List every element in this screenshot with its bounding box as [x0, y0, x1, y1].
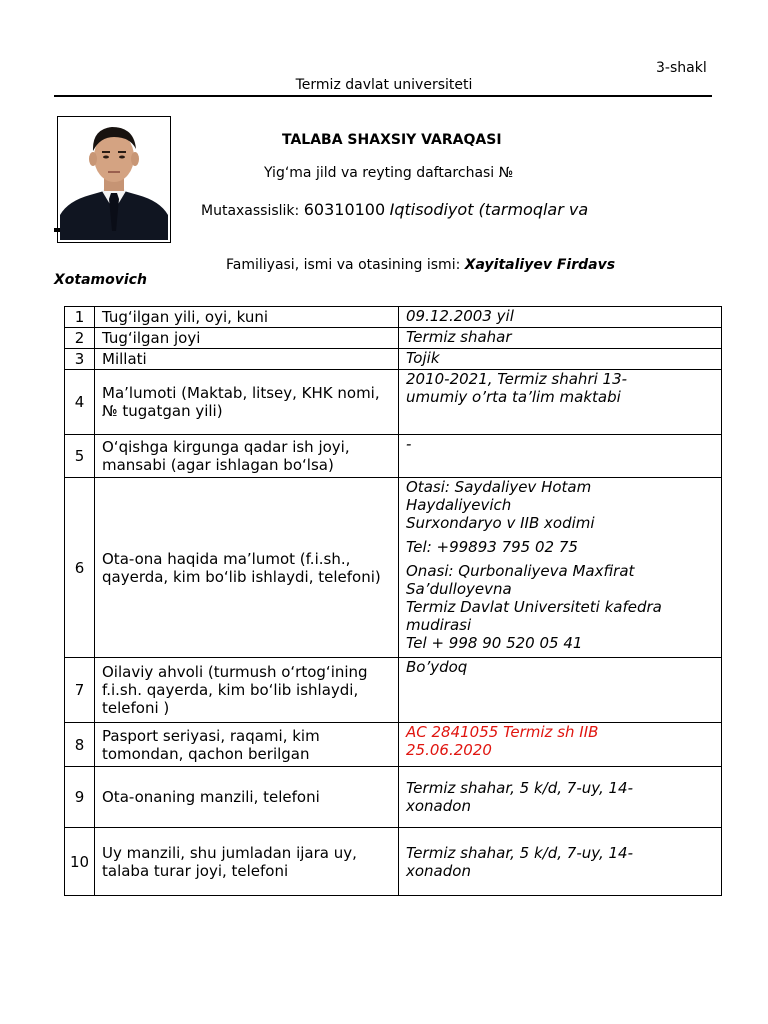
row-question: Uy manzili, shu jumladan ijara uy, talaba turar joyi, telefoni: [95, 828, 399, 896]
row-number: 9: [65, 767, 95, 828]
answer-line: Tojik: [406, 349, 440, 367]
table-row: [65, 307, 722, 328]
full-name-label: Familiyasi, ismi va otasining ismi:: [226, 257, 461, 273]
answer-line: xonadon: [406, 797, 471, 815]
table-row: [65, 767, 722, 828]
answer-line: mudirasi: [406, 616, 472, 634]
row-question: Pasport seriyasi, raqami, kim tomondan, qachon berilgan: [95, 723, 399, 767]
table-row: [65, 478, 722, 658]
row-answer: [399, 328, 722, 349]
table-row: [65, 723, 722, 767]
specialty-line: [201, 200, 588, 219]
answer-line: Sa’dulloyevna: [406, 580, 512, 598]
full-name-patronymic: Xotamovich: [54, 272, 147, 288]
table-row: [65, 349, 722, 370]
answer-line: Termiz shahar, 5 k/d, 7-uy, 14-: [406, 779, 633, 797]
record-book-label: Yig‘ma jild va reyting daftarchasi №: [264, 165, 514, 181]
row-number: 1: [65, 307, 95, 328]
answer-line: Termiz shahar: [406, 328, 512, 346]
stray-mark: [54, 228, 60, 232]
row-answer: [399, 478, 722, 658]
answer-line: Tel: +99893 795 02 75: [406, 538, 578, 556]
answer-line: 2010-2021, Termiz shahri 13-: [406, 370, 628, 388]
table-row: [65, 370, 722, 435]
form-number: 3-shakl: [656, 60, 707, 76]
answer-line: umumiy o’rta ta’lim maktabi: [406, 388, 621, 406]
row-answer: [399, 828, 722, 896]
row-number: 4: [65, 370, 95, 435]
answer-line: Onasi: Qurbonaliyeva Maxfirat: [406, 562, 635, 580]
row-question: Tug‘ilgan yili, oyi, kuni: [95, 307, 399, 328]
table-row: [65, 658, 722, 723]
row-number: 6: [65, 478, 95, 658]
row-question: Ota-onaning manzili, telefoni: [95, 767, 399, 828]
row-question: Millati: [95, 349, 399, 370]
table-row: [65, 435, 722, 478]
row-answer: [399, 767, 722, 828]
row-answer: [399, 307, 722, 328]
full-name-line: [226, 257, 615, 273]
answer-line: AC 2841055 Termiz sh IIB: [406, 723, 599, 741]
answer-line: 09.12.2003 yil: [406, 307, 514, 325]
row-answer-passport: [399, 723, 722, 767]
row-question: Oilaviy ahvoli (turmush o‘rtog‘ining f.i.sh. qayerda, kim bo‘lib ishlaydi, telefoni ): [95, 658, 399, 723]
answer-line: Termiz Davlat Universiteti kafedra: [406, 598, 662, 616]
table-row: [65, 828, 722, 896]
row-answer: [399, 370, 722, 435]
row-answer: [399, 658, 722, 723]
row-answer: [399, 435, 722, 478]
student-photo-frame: [57, 116, 171, 243]
row-number: 7: [65, 658, 95, 723]
student-photo: [60, 119, 168, 240]
row-number: 5: [65, 435, 95, 478]
specialty-name: Iqtisodiyot (tarmoqlar va: [389, 200, 589, 219]
answer-line: -: [406, 435, 412, 453]
row-number: 8: [65, 723, 95, 767]
header-divider: [54, 95, 712, 97]
row-question: Tug‘ilgan joyi: [95, 328, 399, 349]
answer-line: xonadon: [406, 861, 471, 880]
row-number: 2: [65, 328, 95, 349]
student-info-table: [64, 306, 722, 896]
answer-line: Bo’ydoq: [406, 658, 468, 676]
specialty-code: 60310100: [303, 200, 386, 219]
table-row: [65, 328, 722, 349]
row-number: 10: [65, 828, 95, 896]
answer-line: Surxondaryo v IIB xodimi: [406, 514, 595, 532]
answer-line: Tel + 998 90 520 05 41: [406, 634, 583, 652]
university-name: Termiz davlat universiteti: [295, 77, 473, 93]
row-number: 3: [65, 349, 95, 370]
answer-line: 25.06.2020: [406, 741, 492, 759]
student-portrait-image: [60, 119, 168, 240]
row-question: Ota-ona haqida ma’lumot (f.i.sh., qayerda, kim bo‘lib ishlaydi, telefoni): [95, 478, 399, 658]
row-question: O‘qishga kirgunga qadar ish joyi, mansabi (agar ishlagan bo‘lsa): [95, 435, 399, 478]
full-name-value: Xayitaliyev Firdavs: [464, 257, 616, 273]
document-title: TALABA SHAXSIY VARAQASI: [282, 132, 502, 148]
row-question: Ma’lumoti (Maktab, litsey, KHK nomi, № tugatgan yili): [95, 370, 399, 435]
answer-line: Termiz shahar, 5 k/d, 7-uy, 14-: [406, 843, 633, 862]
specialty-label: Mutaxassislik:: [201, 203, 300, 219]
answer-line: Otasi: Saydaliyev Hotam: [406, 478, 592, 496]
row-answer: [399, 349, 722, 370]
answer-line: Haydaliyevich: [406, 496, 512, 514]
